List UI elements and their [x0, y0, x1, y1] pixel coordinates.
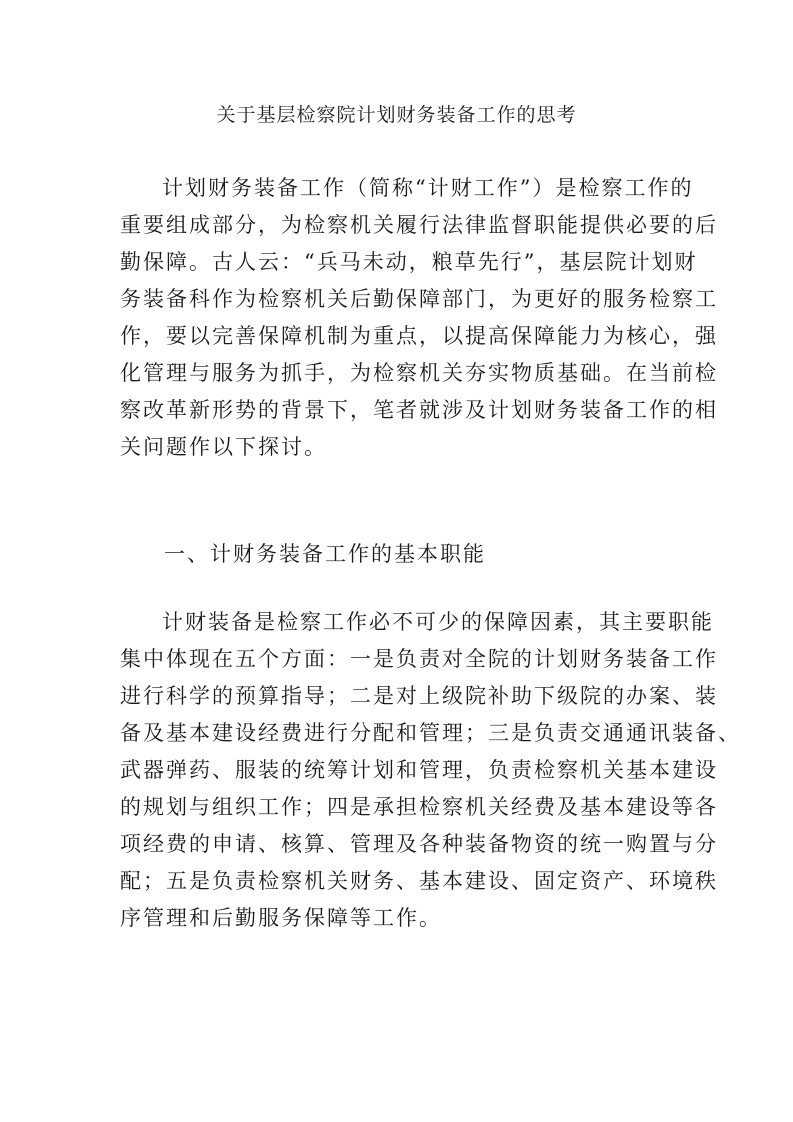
- text-line: 关问题作以下探讨。: [120, 435, 327, 459]
- text-line: 务装备科作为检察机关后勤保障部门，为更好的服务检察工: [120, 287, 718, 311]
- text-line: 勤保障。古人云：“兵马未动，粮草先行”，基层院计划财: [120, 250, 698, 274]
- text-line: 计划财务装备工作（简称“计财工作”）是检察工作的: [162, 176, 694, 200]
- section-heading: 一、计财务装备工作的基本职能: [164, 542, 486, 566]
- text-line: 备及基本建设经费进行分配和管理；三是负责交通通讯装备、: [120, 721, 741, 745]
- text-line: 项经费的申请、核算、管理及各种装备物资的统一购置与分: [120, 832, 718, 856]
- text-line: 配；五是负责检察机关财务、基本建设、固定资产、环境秩: [120, 869, 718, 893]
- text-line: 武器弹药、服装的统筹计划和管理，负责检察机关基本建设: [120, 758, 718, 782]
- text-line: 作，要以完善保障机制为重点，以提高保障能力为核心，强: [120, 324, 718, 348]
- text-line: 察改革新形势的背景下，笔者就涉及计划财务装备工作的相: [120, 398, 718, 422]
- text-line: 序管理和后勤服务保障等工作。: [120, 906, 442, 930]
- text-line: 的规划与组织工作；四是承担检察机关经费及基本建设等各: [120, 795, 718, 819]
- text-line: 重要组成部分，为检察机关履行法律监督职能提供必要的后: [120, 213, 718, 237]
- paragraph-functions: [120, 604, 741, 937]
- text-line: 计财装备是检察工作必不可少的保障因素，其主要职能: [162, 610, 714, 634]
- text-line: 化管理与服务为抓手，为检察机关夯实物质基础。在当前检: [120, 361, 718, 385]
- text-line: 集中体现在五个方面：一是负责对全院的计划财务装备工作: [120, 647, 718, 671]
- document-title: 关于基层检察院计划财务装备工作的思考: [216, 104, 577, 126]
- paragraph-intro: [120, 170, 718, 466]
- text-line: 进行科学的预算指导；二是对上级院补助下级院的办案、装: [120, 684, 718, 708]
